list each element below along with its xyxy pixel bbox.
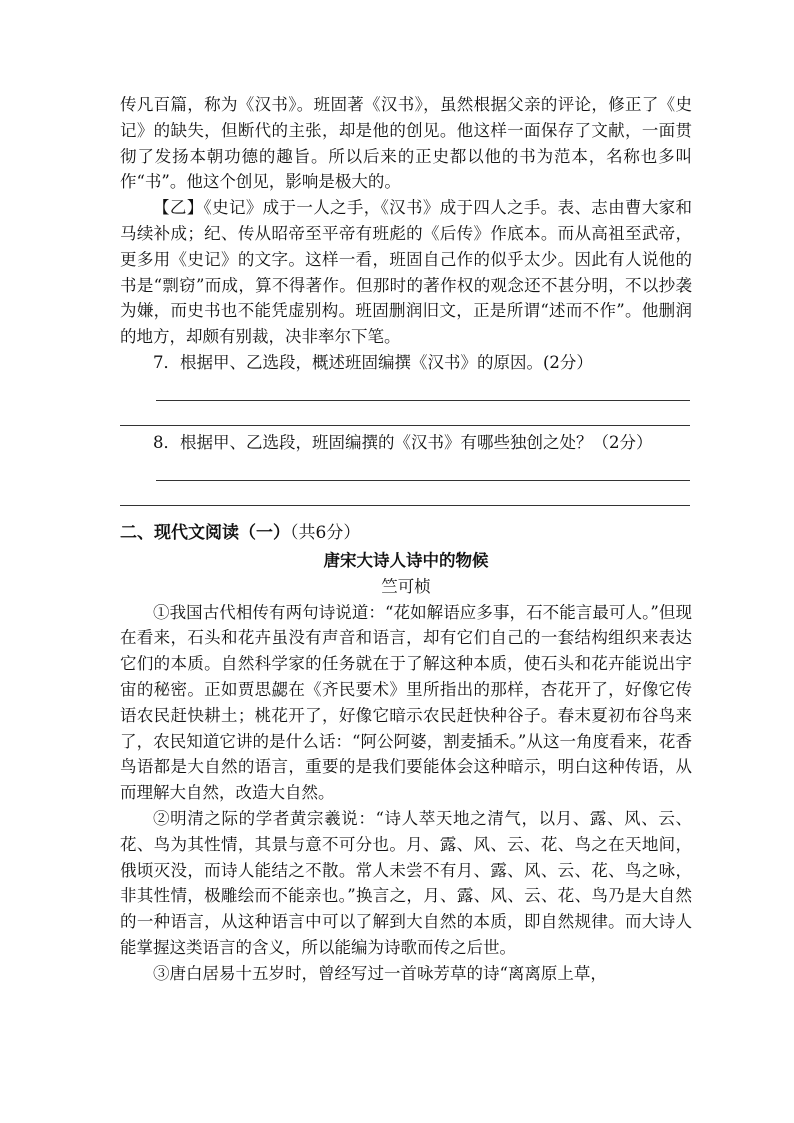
article-paragraph-3: ③唐白居易十五岁时，曾经写过一首咏芳草的诗“离离原上草， [153,963,607,983]
section-points: （共6分） [290,522,361,543]
answer-line-7a[interactable] [156,376,690,401]
article-paragraph-2: ②明清之际的学者黄宗羲说：“诗人萃天地之清气，以月、露、风、云、花、鸟为其性情，其景与意不可分也。月、露、风、云、花、鸟之在天地间，俄顷灭没，而诗人能结之不散。常人未尝不有月、露、风、云、花、鸟之咏，非其性情，极雕绘而不能亲也。”换言之，月、露、风、云、花、鸟乃是大自然的一种语言，从这种语言中可以了解到大自然的本质，即自然规律。而大诗人能掌握这类语言的含义，所以能编为诗歌而传之后世。 [120,808,692,957]
question-7: 7．根据甲、乙选段，概述班固编撰《汉书》的原因。(2分） [153,352,593,372]
passage-yi: 【乙】《史记》成于一人之手，《汉书》成于四人之手。表、志由曹大家和马续补成；纪、传从昭帝至平帝有班彪的《后传》作底本。而从高祖至武帝，更多用《史记》的文字。这样一看，班固自己作的似乎太少。因此有人说他的书是“剽窃”而成，算不得著作。但那时的著作权的观念还不甚分明，不以抄袭为嫌，而史书也不能凭虚别构。班固删润旧文，正是所谓“述而不作”。他删润的地方，却颇有别裁，决非率尔下笔。 [120,198,692,347]
article-author: 竺可桢 [381,576,431,596]
question-8: 8．根据甲、乙选段，班固编撰的《汉书》有哪些独创之处？（2分） [153,432,653,452]
section-heading [120,520,692,546]
section-title: 二、现代文阅读（一） [120,522,290,543]
article-paragraph-1: ①我国古代相传有两句诗说道：“花如解语应多事，石不能言最可人。”但现在看来，石头和花卉虽没有声音和语言，却有它们自己的一套结构组织来表达它们的本质。自然科学家的任务就在于了解这种本质，使石头和花卉能说出宇宙的秘密。正如贾思勰在《齐民要术》里所指出的那样，杏花开了，好像它传语农民赶快耕土；桃花开了，好像它暗示农民赶快种谷子。春末夏初布谷鸟来了，农民知道它讲的是什么话：“阿公阿婆，割麦插禾。”从这一角度看来，花香鸟语都是大自然的语言，重要的是我们要能体会这种暗示，明白这种传语，从而理解大自然，改造大自然。 [120,602,692,803]
article-title: 唐宋大诗人诗中的物候 [323,550,489,570]
passage-jia-continued: 传凡百篇，称为《汉书》。班固著《汉书》，虽然根据父亲的评论，修正了《史记》的缺失，但断代的主张，却是他的创见。他这样一面保存了文献，一面贯彻了发扬本朝功德的趣旨。所以后来的正史都以他的书为范本，名称也多叫作“书”。他这个创见，影响是极大的。 [120,95,692,192]
answer-line-8a[interactable] [156,456,690,481]
page-content [120,92,692,987]
answer-line-7b[interactable] [120,401,690,426]
answer-line-8b[interactable] [120,481,690,506]
